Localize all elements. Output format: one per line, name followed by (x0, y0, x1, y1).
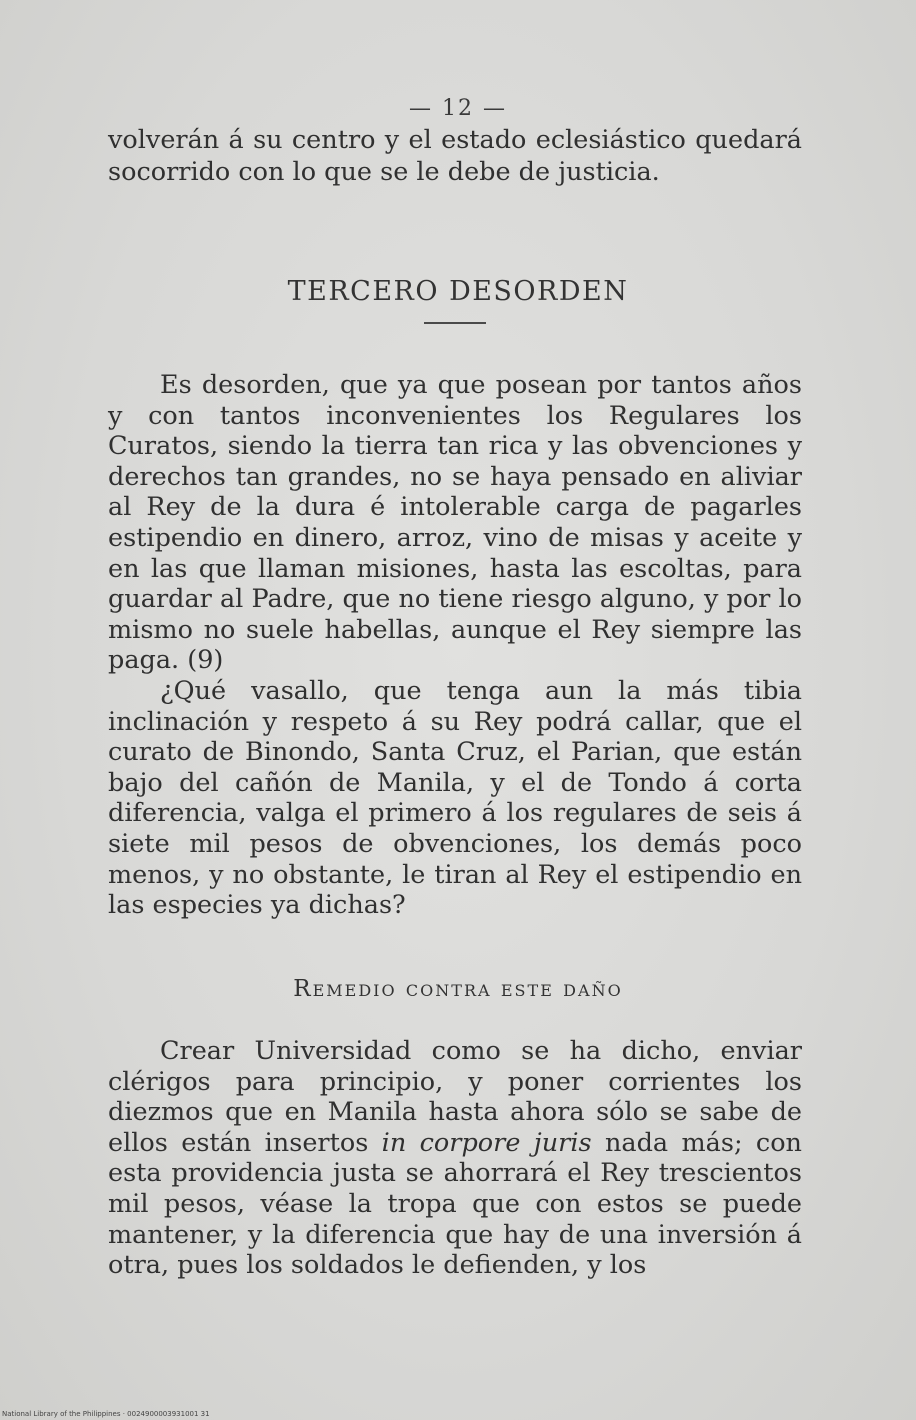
continuation-paragraph: volverán á su centro y el estado eclesiástico quedará socorrido con lo que se le debe de justicia. (108, 125, 802, 187)
section-body (108, 370, 802, 921)
remedy-text-end: nada más; con esta providencia justa se ahorrará el Rey trescientos mil pesos, véase la tropa que con estos se puede mantener, y la diferencia que hay de una inversión á otra, pues los soldados le defienden, y los (108, 1127, 802, 1281)
remedy-body (108, 1036, 802, 1281)
remedy-italic-phrase: in corpore juris (381, 1127, 592, 1158)
page-number: — 12 — (409, 96, 507, 121)
paragraph: ¿Qué vasallo, que tenga aun la más tibia inclinación y respeto á su Rey podrá callar, que el curato de Binondo, Santa Cruz, el Parian, que están bajo del cañón de Manila, y el de Tondo á corta diferencia, valga el primero á los regulares de seis á siete mil pesos de obvenciones, los demás poco menos, y no obstante, le tiran al Rey el estipendio en las especies ya dichas? (108, 675, 802, 921)
footer-caption: National Library of the Philippines · 0024900003931001 31 (2, 1410, 210, 1418)
section-title: TERCERO DESORDEN (287, 276, 629, 307)
continuation-text (108, 124, 802, 188)
remedy-text-start: Crear Universidad como se ha dicho, enviar clérigos para principio, y poner corrientes los diezmos que en Manila hasta ahora sólo se sabe de ellos están insertos (108, 1036, 802, 1158)
title-divider (424, 322, 486, 324)
paragraph (108, 1036, 802, 1281)
remedy-title: Remedio contra este daño (293, 976, 623, 1002)
paragraph: Es desorden, que ya que posean por tantos años y con tantos inconvenientes los Regulares los Curatos, siendo la tierra tan rica y las obvenciones y derechos tan grandes, no se haya pensado en aliviar al Rey de la dura é intolerable carga de pagarles estipendio en dinero, arroz, vino de misas y aceite y en las que llaman misiones, hasta las escoltas, para guardar al Padre, que no tiene riesgo alguno, y por lo mismo no suele habellas, aunque el Rey siempre las paga. (9) (108, 370, 802, 676)
